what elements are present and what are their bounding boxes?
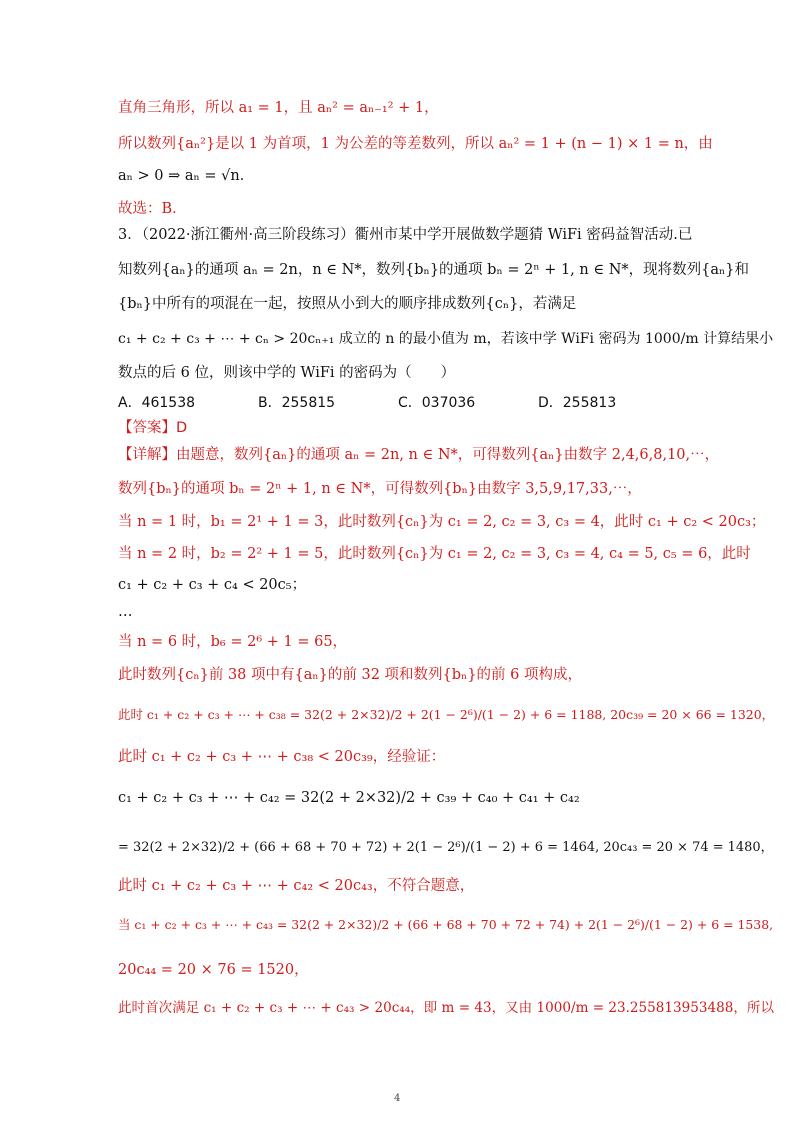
answer-label: 【答案】D (118, 420, 188, 436)
solution-line-15: 此时首次满足 c₁ + c₂ + c₃ + ⋯ + c₄₃ > 20c₄₄，即 m = 43，又由 1000/m = 23.255813953488，所以 (118, 1000, 774, 1016)
option-a: A．461538 (118, 395, 196, 411)
solution-line-10: c₁ + c₂ + c₃ + ⋯ + c₄₂ = 32(2 + 2×32)/2 + c₃₉ + c₄₀ + c₄₁ + c₄₂ (118, 790, 580, 806)
option-b: B．255815 (258, 395, 336, 411)
page-number: 4 (394, 1093, 401, 1104)
question-3-line-2: 知数列{aₙ}的通项 aₙ = 2n，n ∈ N*，数列{bₙ}的通项 bₙ = 2ⁿ + 1, n ∈ N*，现将数列{aₙ}和 (118, 262, 749, 278)
solution-line-12: 此时 c₁ + c₂ + c₃ + ⋯ + c₄₂ < 20c₄₃，不符合题意， (118, 878, 475, 894)
solution-line-5: c₁ + c₂ + c₃ + c₄ < 20c₅； (118, 577, 307, 593)
solution-line-11: = 32(2 + 2×32)/2 + (66 + 68 + 70 + 72) + 2(1 − 2⁶)/(1 − 2) + 6 = 1464, 20c₄₃ = 20 × 74 = 1480， (118, 840, 774, 855)
option-c: C．037036 (398, 395, 476, 411)
text-line-1: 直角三角形，所以 a₁ = 1，且 aₙ² = aₙ₋₁² + 1， (118, 100, 439, 116)
text-line-2: 所以数列{aₙ²}是以 1 为首项，1 为公差的等差数列，所以 aₙ² = 1 + (n − 1) × 1 = n，由 (118, 136, 713, 152)
question-3-line-1: 3．（2022·浙江衢州·高三阶段练习）衢州市某中学开展做数学题猜 WiFi 密码益智活动.已 (118, 227, 693, 243)
solution-line-6: 当 n = 6 时，b₆ = 2⁶ + 1 = 65， (118, 634, 348, 650)
solution-line-3: 当 n = 1 时，b₁ = 2¹ + 1 = 3，此时数列{cₙ}为 c₁ = 2, c₂ = 3, c₃ = 4，此时 c₁ + c₂ < 20c₃； (118, 514, 766, 530)
option-d: D．255813 (538, 395, 617, 411)
solution-line-1: 【详解】由题意，数列{aₙ}的通项 aₙ = 2n, n ∈ N*，可得数列{aₙ}由数字 2,4,6,8,10,⋯， (118, 447, 720, 463)
solution-line-7: 此时数列{cₙ}前 38 项中有{aₙ}的前 32 项和数列{bₙ}的前 6 项构成， (118, 667, 582, 683)
solution-line-8: 此时 c₁ + c₂ + c₃ + ⋯ + c₃₈ = 32(2 + 2×32)/2 + 2(1 − 2⁶)/(1 − 2) + 6 = 1188, 20c₃₉ = 20 × 66 = 1320， (118, 707, 775, 722)
question-3-line-3: {bₙ}中所有的项混在一起，按照从小到大的顺序排成数列{cₙ}，若满足 (118, 296, 577, 312)
solution-line-13: 当 c₁ + c₂ + c₃ + ⋯ + c₄₃ = 32(2 + 2×32)/2 + (66 + 68 + 70 + 72 + 74) + 2(1 − 2⁶)/(1 − 2) + 6 = 1538, (118, 917, 774, 932)
text-line-4: 故选：B． (118, 201, 187, 217)
text-line-3: aₙ > 0 ⇒ aₙ = √n． (118, 168, 255, 184)
solution-line-9: 此时 c₁ + c₂ + c₃ + ⋯ + c₃₈ < 20c₃₉，经验证： (118, 749, 446, 765)
solution-line-14: 20c₄₄ = 20 × 76 = 1520， (118, 962, 309, 978)
question-3-line-5: 数点的后 6 位，则该中学的 WiFi 的密码为（ ） (118, 365, 456, 381)
ellipsis: … (118, 604, 133, 620)
question-3-line-4: c₁ + c₂ + c₃ + ⋯ + cₙ > 20cₙ₊₁ 成立的 n 的最小值为 m，若该中学 WiFi 密码为 1000/m 计算结果小 (118, 331, 774, 347)
solution-line-2: 数列{bₙ}的通项 bₙ = 2ⁿ + 1, n ∈ N*，可得数列{bₙ}由数字 3,5,9,17,33,⋯， (118, 481, 642, 497)
solution-line-4: 当 n = 2 时，b₂ = 2² + 1 = 5，此时数列{cₙ}为 c₁ = 2, c₂ = 3, c₃ = 4, c₄ = 5, c₅ = 6，此时 (118, 546, 751, 562)
